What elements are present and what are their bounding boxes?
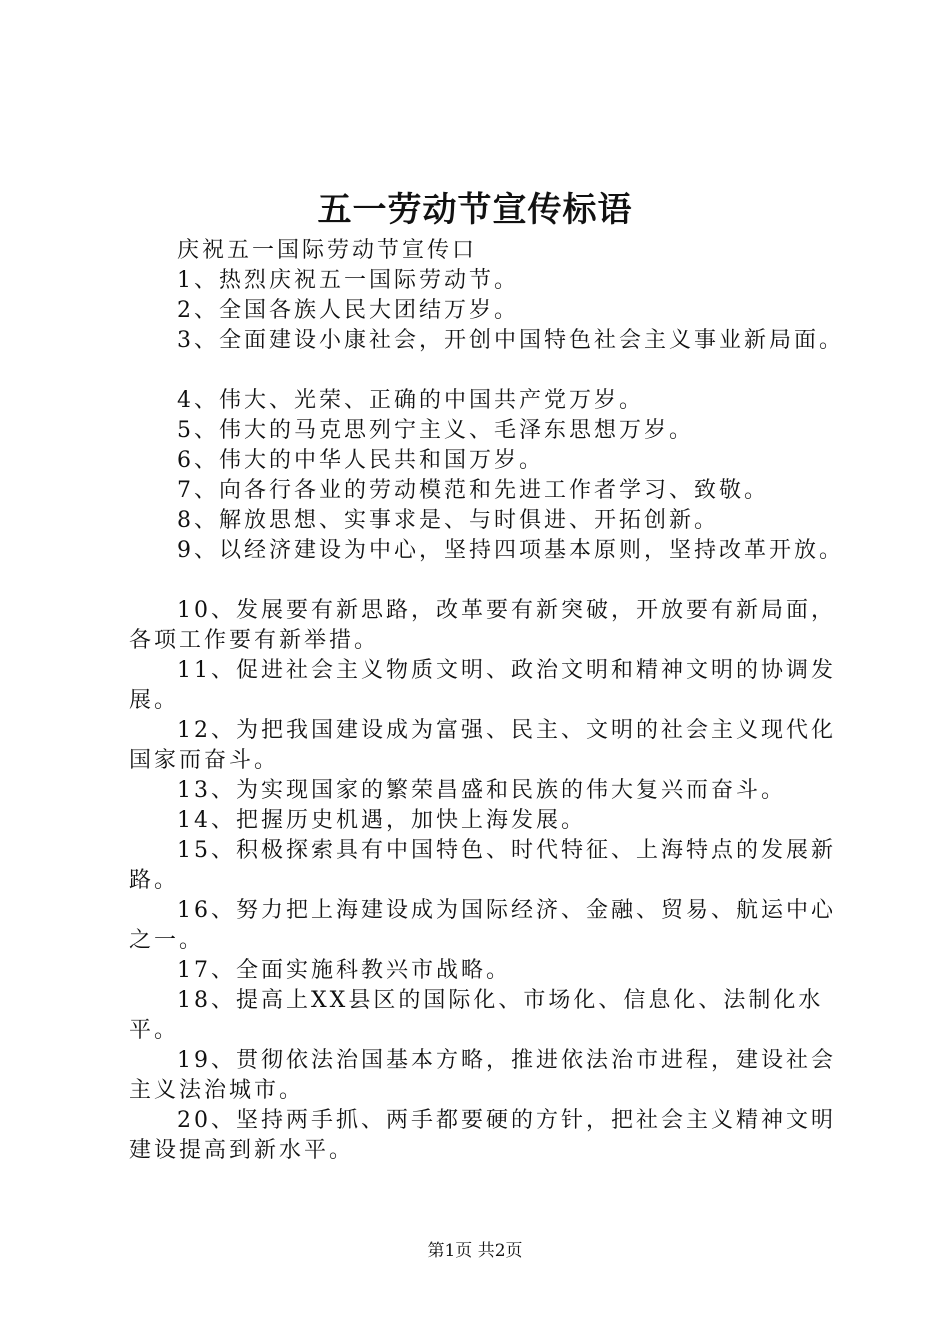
page-footer: 第1页 共2页 (427, 1241, 523, 1261)
slogan-item: 3、全面建设小康社会，开创中国特色社会主义事业新局面。 (177, 328, 844, 353)
slogan-item: 9、以经济建设为中心，坚持四项基本原则，坚持改革开放。 (177, 538, 844, 563)
slogan-item: 16、努力把上海建设成为国际经济、金融、贸易、航运中心之一。 (129, 898, 836, 953)
slogan-item: 7、向各行各业的劳动模范和先进工作者学习、致敬。 (177, 478, 769, 503)
slogan-item: 4、伟大、光荣、正确的中国共产党万岁。 (177, 388, 644, 413)
slogan-item: 1、热烈庆祝五一国际劳动节。 (177, 268, 519, 293)
slogan-item: 18、提高上XX县区的国际化、市场化、信息化、法制化水平。 (129, 988, 824, 1043)
slogan-item: 14、把握历史机遇，加快上海发展。 (177, 808, 586, 833)
document-subtitle: 庆祝五一国际劳动节宣传口 (177, 238, 478, 263)
slogan-item: 10、发展要有新思路，改革要有新突破，开放要有新局面，各项工作要有新举措。 (129, 598, 836, 653)
slogan-item: 11、促进社会主义物质文明、政治文明和精神文明的协调发展。 (129, 658, 836, 713)
slogan-item: 17、全面实施科教兴市战略。 (177, 958, 511, 983)
slogan-item: 20、坚持两手抓、两手都要硬的方针，把社会主义精神文明建设提高到新水平。 (129, 1108, 836, 1163)
slogan-item: 8、解放思想、实事求是、与时俱进、开拓创新。 (177, 508, 719, 533)
slogan-item: 13、为实现国家的繁荣昌盛和民族的伟大复兴而奋斗。 (177, 778, 786, 803)
slogan-item: 12、为把我国建设成为富强、民主、文明的社会主义现代化国家而奋斗。 (129, 718, 836, 773)
document-body (129, 236, 844, 1166)
slogan-item: 19、贯彻依法治国基本方略，推进依法治市进程，建设社会主义法治城市。 (129, 1048, 836, 1103)
slogan-item: 15、积极探索具有中国特色、时代特征、上海特点的发展新路。 (129, 838, 836, 893)
document-title: 五一劳动节宣传标语 (317, 190, 633, 230)
slogan-item: 6、伟大的中华人民共和国万岁。 (177, 448, 544, 473)
slogan-item: 5、伟大的马克思列宁主义、毛泽东思想万岁。 (177, 418, 694, 443)
slogan-item: 2、全国各族人民大团结万岁。 (177, 298, 519, 323)
